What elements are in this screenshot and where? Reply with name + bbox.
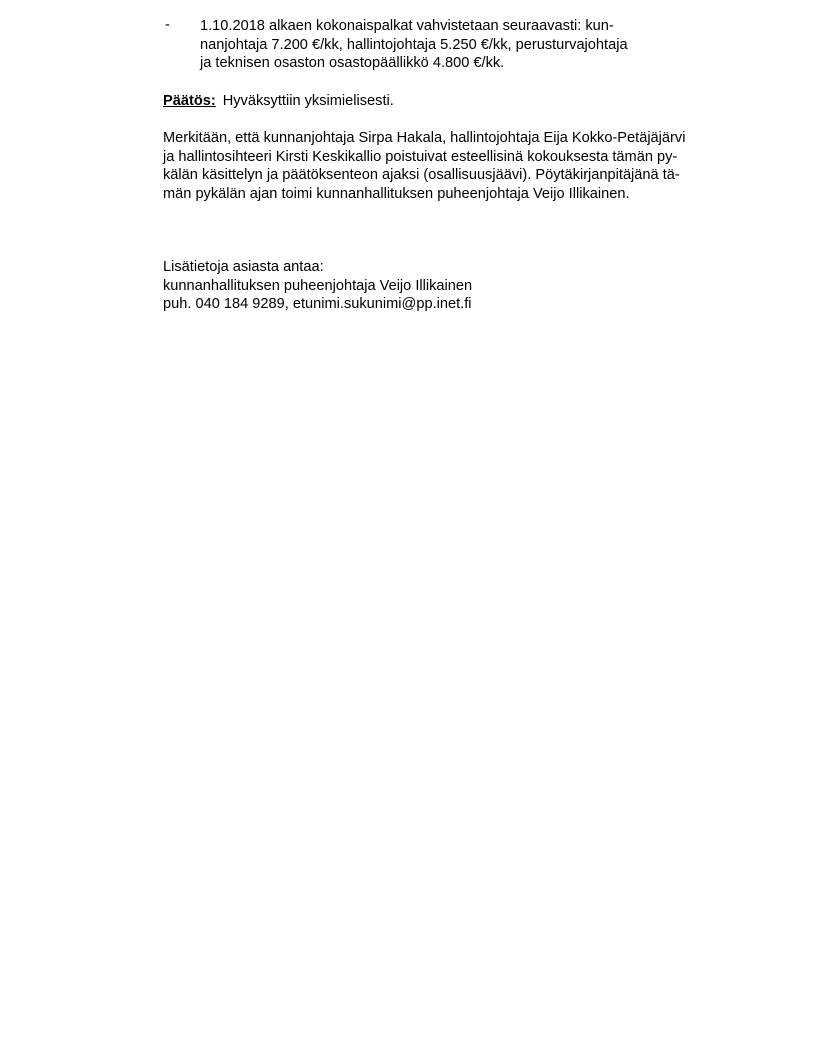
note-line: män pykälän ajan toimi kunnanhallituksen puheenjohtaja Veijo Illikainen. (163, 185, 630, 202)
list-dash: - (165, 17, 170, 33)
salary-line: nanjohtaja 7.200 €/kk, hallintojohtaja 5.250 €/kk, perusturvajohtaja (200, 36, 628, 53)
note-line: kälän käsittelyn ja päätöksenteon ajaksi (osallisuusjäävi). Pöytäkirjanpitäjänä tä- (163, 167, 680, 183)
salary-line: ja teknisen osaston osastopäällikkö 4.800 €/kk. (200, 55, 505, 71)
note-line: Merkitään, että kunnanjohtaja Sirpa Hakala, hallintojohtaja Eija Kokko-Petäjäjärvi (163, 130, 686, 146)
salary-list-text (200, 17, 720, 73)
decision-paragraph (163, 92, 394, 111)
contact-heading: Lisätietoja asiasta antaa: (163, 259, 324, 275)
decision-text: Hyväksyttiin yksimielisesti. (222, 93, 394, 109)
salary-line: 1.10.2018 alkaen kokonaispalkat vahvistetaan seuraavasti: kun- (200, 18, 614, 34)
contact-phone-email: puh. 040 184 9289, etunimi.sukunimi@pp.inet.fi (163, 296, 472, 312)
decision-label: Päätös: (163, 93, 216, 109)
recusal-note-paragraph (163, 129, 743, 203)
contact-person: kunnanhallituksen puheenjohtaja Veijo Illikainen (163, 277, 473, 294)
note-line: ja hallintosihteeri Kirsti Keskikallio poistuivat esteellisinä kokouksesta tämän py- (163, 148, 678, 165)
contact-info (163, 258, 563, 314)
